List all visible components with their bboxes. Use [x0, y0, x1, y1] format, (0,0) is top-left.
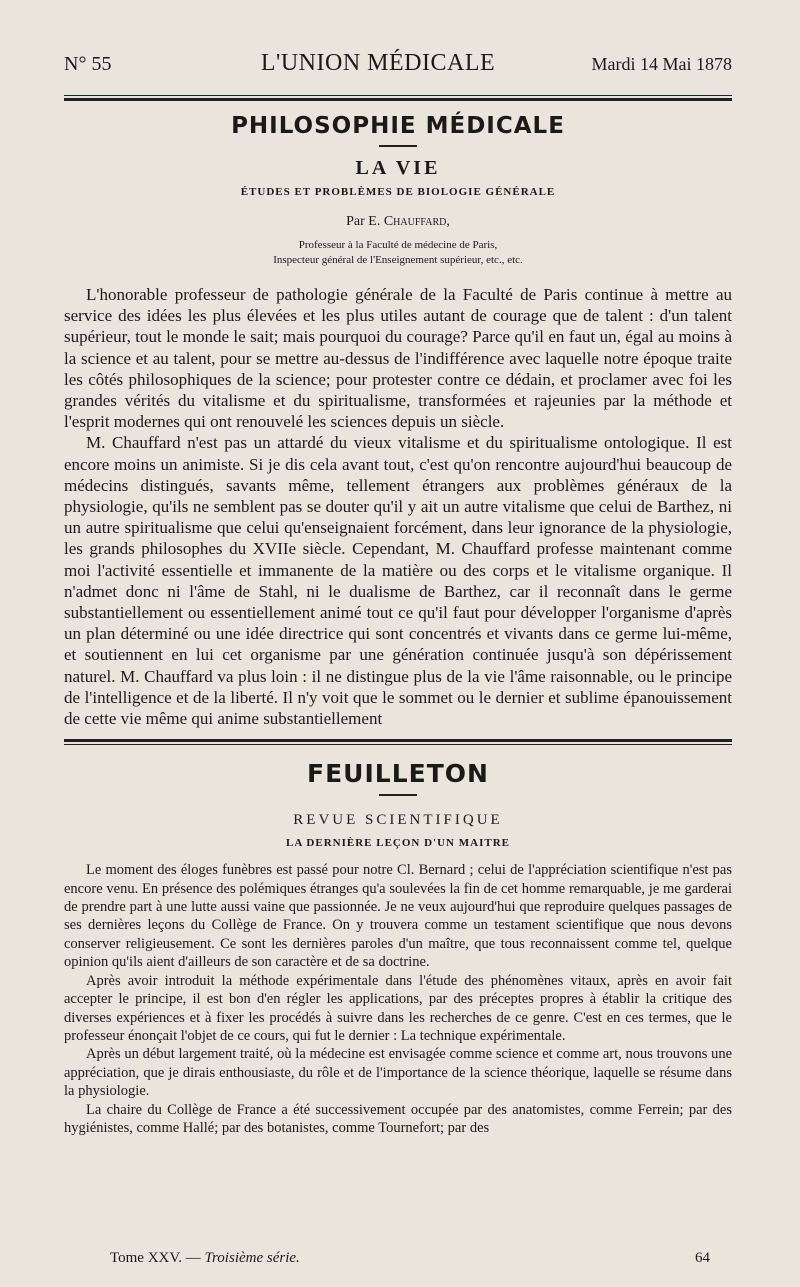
author-credentials	[64, 238, 732, 268]
feuilleton-rule-thin	[64, 744, 732, 745]
feuilleton-divider	[379, 794, 417, 796]
article-paragraph: M. Chauffard n'est pas un attardé du vieux vitalisme et du spiritualisme ontologique. Il est encore moins un animiste. Si je dis cela avant tout, c'est qu'on rencontre aujourd'hui beaucoup de médecins distingués, savants même, tellement étrangers aux problèmes généraux de la physiologie, qu'ils ne semblent pas se douter qu'il y ait un autre vitalisme que celui de Barthez, ni un autre spiritualisme que celui qu'enseignaient forcément, dans leur ignorance de la physiologie, les grands philosophes du XVIIe siècle. Cependant, M. Chauffard professe maintenant comme moi l'activité essentielle et immanente de la matière ou des corps et le vitalisme organique. Il n'admet donc ni l'âme de Stahl, ni le dualisme de Barthez, car il reconnaît dans le germe substantiellement ou essentiellement animé tout ce qu'il faut pour développer l'organisme d'après un plan déterminé ou une idée directrice qui sont concentrés et vivants dans ce germe lui-même, et soutiennent en lui cet organisme par une génération continuée jusqu'à son dépérissement naturel. M. Chauffard va plus loin : il ne distingue plus de la vie l'âme raisonnable, ou le principe de l'intelligence et de la liberté. Il n'y voit que le sommet ou le dernier et sublime épanouissement de cette vie même qui anime substantiellement	[64, 433, 732, 729]
issue-number: N° 55	[64, 53, 112, 75]
section-divider	[379, 145, 417, 147]
page-header	[64, 50, 732, 77]
feuilleton-paragraph: Le moment des éloges funèbres est passé pour notre Cl. Bernard ; celui de l'appréciation scientifique n'est pas encore venu. En présence des polémiques étranges qu'a soulevées la fin de cet homme remarquable, je me garderai de prendre part à une lutte aussi vaine que passionnée. Je ne veux aujourd'hui que reproduire quelques passages de ses dernières leçons du Collège de France. On y trouvera comme un testament scientifique que nous devons conserver religieusement. Ce sont les dernières paroles d'un maître, que tous reconnaissent comme tel, quelque opinion qu'ils aient d'ailleurs de son caractère et de sa doctrine.	[64, 862, 732, 971]
feuilleton-title: FEUILLETON	[307, 759, 489, 789]
feuilleton-rule	[64, 739, 732, 742]
article-subtitle: ÉTUDES ET PROBLÈMES DE BIOLOGIE GÉNÉRALE	[240, 186, 556, 198]
header-rule-thick	[64, 98, 732, 101]
footer-tome: Tome XXV. —	[110, 1250, 201, 1266]
credential-line: Professeur à la Faculté de médecine de Paris,	[298, 239, 498, 251]
feuilleton-subheading: LA DERNIÈRE LEÇON D'UN MAITRE	[286, 837, 510, 850]
article-title: LA VIE	[355, 157, 441, 179]
article-paragraph: L'honorable professeur de pathologie générale de la Faculté de Paris continue à mettre au service des idées les plus élevées et les plus utiles autant de courage que de talent : d'un talent supérieur, tout le monde le sait; mais pourquoi du courage? Parce qu'il en faut un, égal au moins à la science et au talent, pour se mettre au-dessus de l'indifférence avec laquelle notre époque traite les côtés philosophiques de la science; pour protester contre ce dédain, et proclamer avec foi les grandes vérités du vitalisme et du spiritualisme, transformées et rajeunies par la méthode et l'esprit modernes qui ont renouvelé les sciences depuis un siècle.	[64, 285, 732, 432]
feuilleton-heading: REVUE SCIENTIFIQUE	[293, 812, 503, 829]
feuilleton-paragraph: Après un début largement traité, où la médecine est envisagée comme science et comme art, nous trouvons une appréciation, que je dirais enthousiaste, du rôle et de l'importance de la science théorique, laquelle se résume dans la physiologie.	[64, 1046, 732, 1100]
section-title: PHILOSOPHIE MÉDICALE	[231, 113, 565, 139]
author-name: E. Chauffard,	[368, 214, 450, 229]
feuilleton-paragraph: La chaire du Collège de France a été successivement occupée par des anatomistes, comme Ferrein; par des hygiénistes, comme Hallé; par des botanistes, comme Tournefort; par des	[64, 1101, 732, 1136]
header-rule	[64, 95, 732, 96]
article-body	[64, 284, 732, 729]
journal-title: L'UNION MÉDICALE	[260, 50, 496, 76]
feuilleton-paragraph: Après avoir introduit la méthode expérimentale dans l'étude des phénomènes vitaux, après en avoir fait accepter le principe, il est bon d'en régler les applications, par des préceptes propres à établir la critique des diverses expériences et à fixer les procédés à suivre dans les recherches de ce genre. C'est en ces termes, que le professeur énonçait l'objet de ce cours, qui fut le dernier : La technique expérimentale.	[64, 972, 732, 1044]
issue-date: Mardi 14 Mai 1878	[591, 54, 732, 74]
footer-series: Troisième série.	[204, 1250, 300, 1266]
page-footer	[110, 1250, 710, 1267]
feuilleton-body	[64, 861, 732, 1137]
footer-volume	[110, 1250, 300, 1267]
author-prefix: Par	[346, 214, 365, 229]
article-author	[64, 214, 732, 230]
page-number: 64	[695, 1250, 710, 1266]
credential-line: Inspecteur général de l'Enseignement supérieur, etc., etc.	[273, 254, 523, 266]
